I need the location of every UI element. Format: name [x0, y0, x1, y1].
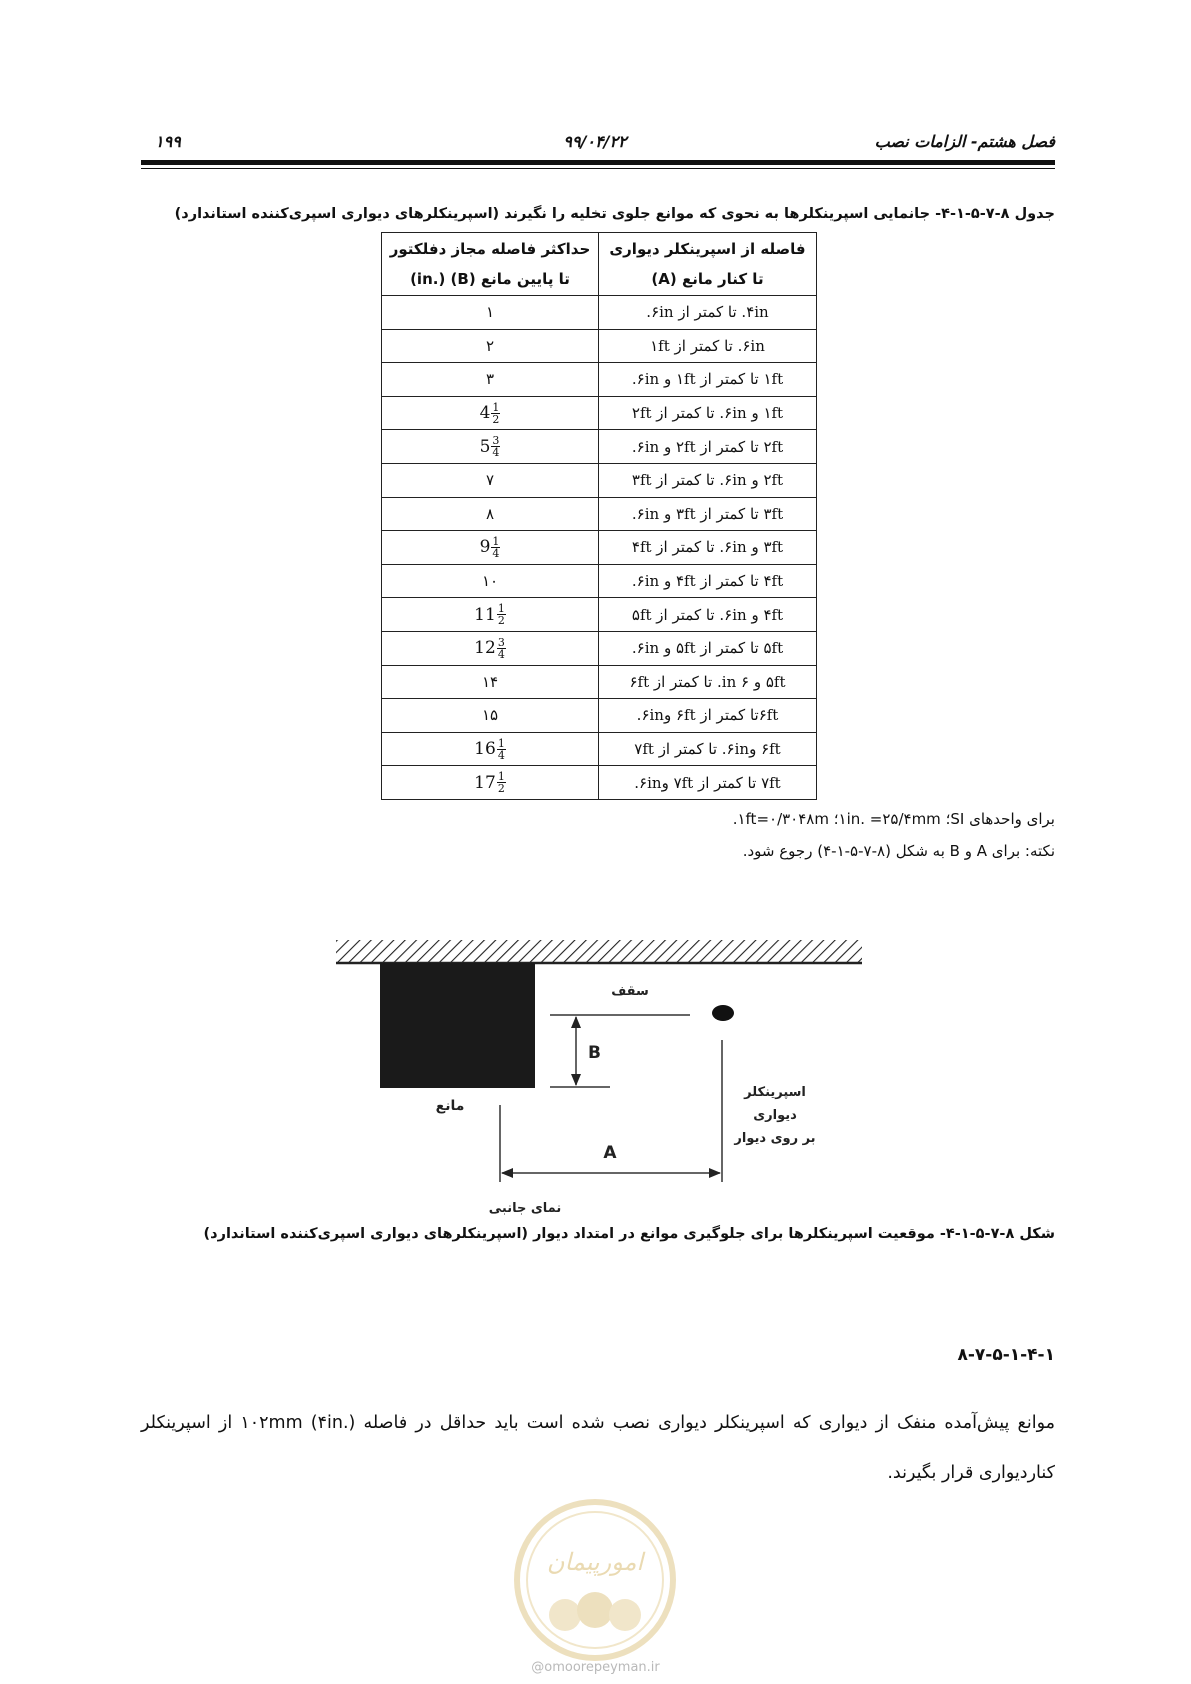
- dim-b-arrow-top: [571, 1016, 581, 1028]
- col-a-header: فاصله از اسپرینکلر دیواری تا کنار مانع (A): [599, 233, 817, 296]
- table-row: [382, 463, 817, 497]
- dim-b-arrow-bottom: [571, 1074, 581, 1086]
- table-row: [382, 396, 817, 430]
- dim-a-arrow-left: [501, 1168, 513, 1178]
- page-number: ۱۹۹: [155, 132, 181, 151]
- table-row: [382, 363, 817, 397]
- table-row: [382, 531, 817, 565]
- table-title: جدول ۸-۷-۵-۱-۴- جانمایی اسپرینکلرها به نحوی که موانع جلوی تخلیه را نگیرند (اسپرینکلرهای دیواری اسپری‌کننده استاندارد): [174, 206, 1055, 222]
- cell-max-distance-b: ۱: [382, 296, 599, 330]
- cell-max-distance-b: [382, 598, 599, 632]
- watermark-site: @omoorepeyman.ir: [531, 1660, 660, 1675]
- chapter-title: فصل هشتم- الزامات نصب: [874, 132, 1055, 151]
- table-row: [382, 766, 817, 800]
- cell-distance-a: ۳ft تا کمتر از ۳ft و ۶in.: [599, 497, 817, 531]
- section-number: ۸-۷-۵-۱-۴-۱: [957, 1345, 1055, 1365]
- ceiling-label: سقف: [611, 984, 649, 999]
- header-rule-thick: [141, 160, 1055, 165]
- table-row: [382, 665, 817, 699]
- dim-b-label: B: [588, 1043, 601, 1063]
- obstruction-label: مانع: [435, 1098, 465, 1114]
- cell-distance-a: ۷ft تا کمتر از ۷ft و۶in.: [599, 766, 817, 800]
- fraction-value: 17 $\frac{1}{2}$: [474, 770, 505, 796]
- figure-caption: شکل ۸-۷-۵-۱-۴- موقعیت اسپرینکلرها برای جلوگیری موانع در امتداد دیوار (اسپرینکلرهای دیواری اسپری‌کننده استاندارد): [203, 1226, 1055, 1242]
- fraction-value: 9 $\frac{1}{4}$: [479, 534, 500, 560]
- cell-distance-a: ۴ft و ۶in. تا کمتر از ۵ft: [599, 598, 817, 632]
- sprinkler-obstruction-diagram: [320, 900, 870, 1230]
- table-row: [382, 497, 817, 531]
- watermark-logo-text: امورپیمان: [546, 1548, 644, 1576]
- cell-distance-a: ۱ft تا کمتر از ۱ft و ۶in.: [599, 363, 817, 397]
- fraction-value: 5 $\frac{3}{4}$: [479, 434, 500, 460]
- sprinkler-label-3: بر روی دیوار: [734, 1131, 816, 1146]
- cell-distance-a: ۴in. تا کمتر از ۶in.: [599, 296, 817, 330]
- cell-distance-a: ۳ft و ۶in. تا کمتر از ۴ft: [599, 531, 817, 565]
- fraction-value: 16 $\frac{1}{4}$: [474, 736, 505, 762]
- table-row: [382, 564, 817, 598]
- section-paragraph: موانع پیش‌آمده منفک از دیواری که اسپرینکلر دیواری نصب شده است باید حداقل در فاصله ۱۰۲mm (۴in.) از اسپرینکلر کناردیواری قرار بگیرند.: [141, 1413, 1055, 1483]
- cell-max-distance-b: ۸: [382, 497, 599, 531]
- cell-distance-a: ۶ftتا کمتر از ۶ft و۶in.: [599, 699, 817, 733]
- cell-max-distance-b: ۱۵: [382, 699, 599, 733]
- fraction-value: 11 $\frac{1}{2}$: [474, 602, 505, 628]
- cell-max-distance-b: [382, 430, 599, 464]
- dim-a-arrow-right: [709, 1168, 721, 1178]
- side-view-label: نمای جانبی: [488, 1201, 562, 1216]
- cell-max-distance-b: ۱۴: [382, 665, 599, 699]
- header-rule-thin: [141, 168, 1055, 169]
- cell-max-distance-b: ۳: [382, 363, 599, 397]
- dim-a-label: A: [603, 1143, 617, 1163]
- cell-distance-a: ۵ft و ۶ in. تا کمتر از ۶ft: [599, 665, 817, 699]
- sprinkler-label-2: دیواری: [753, 1108, 797, 1123]
- cell-distance-a: ۲ft تا کمتر از ۲ft و ۶in.: [599, 430, 817, 464]
- sprinkler-label-1: اسپرینکلر: [744, 1085, 806, 1100]
- table-row: [382, 631, 817, 665]
- si-units-note: برای واحدهای SI؛ ۱in. =۲۵/۴mm؛ ۱ft=۰/۳۰۴۸m.: [732, 810, 1055, 828]
- cell-distance-a: ۱ft و ۶in. تا کمتر از ۲ft: [599, 396, 817, 430]
- table-row: [382, 430, 817, 464]
- cell-max-distance-b: [382, 766, 599, 800]
- table-row: [382, 598, 817, 632]
- cell-max-distance-b: [382, 531, 599, 565]
- cell-max-distance-b: [382, 631, 599, 665]
- cell-max-distance-b: ۷: [382, 463, 599, 497]
- header-date: ۹۹/۰۴/۲۲: [563, 132, 627, 151]
- fraction-value: 12 $\frac{3}{4}$: [474, 635, 505, 661]
- watermark-logo: [510, 1495, 680, 1665]
- cell-max-distance-b: [382, 732, 599, 766]
- cell-max-distance-b: ۱۰: [382, 564, 599, 598]
- ceiling-hatch: [336, 940, 862, 962]
- col-b-header: حداکثر فاصله مجاز دفلکتور تا پایین مانع (B) (.in): [382, 233, 599, 296]
- table-row: [382, 296, 817, 330]
- cell-distance-a: ۶in. تا کمتر از ۱ft: [599, 329, 817, 363]
- ab-reference-note: نکته: برای A و B به شکل (۸-۷-۵-۱-۴) رجوع شود.: [742, 842, 1055, 860]
- table-row: [382, 732, 817, 766]
- cell-distance-a: ۵ft تا کمتر از ۵ft و ۶in.: [599, 631, 817, 665]
- fraction-value: 4 $\frac{1}{2}$: [479, 400, 500, 426]
- cell-max-distance-b: [382, 396, 599, 430]
- obstruction-block: [380, 963, 535, 1088]
- table-row: [382, 699, 817, 733]
- obstruction-table: [381, 232, 817, 800]
- table-row: [382, 329, 817, 363]
- cell-distance-a: ۲ft و ۶in. تا کمتر از ۳ft: [599, 463, 817, 497]
- cell-distance-a: ۴ft تا کمتر از ۴ft و ۶in.: [599, 564, 817, 598]
- sprinkler-head: [712, 1005, 734, 1021]
- table-header-row: [382, 233, 817, 296]
- cell-distance-a: ۶ft و۶in. تا کمتر از ۷ft: [599, 732, 817, 766]
- cell-max-distance-b: ۲: [382, 329, 599, 363]
